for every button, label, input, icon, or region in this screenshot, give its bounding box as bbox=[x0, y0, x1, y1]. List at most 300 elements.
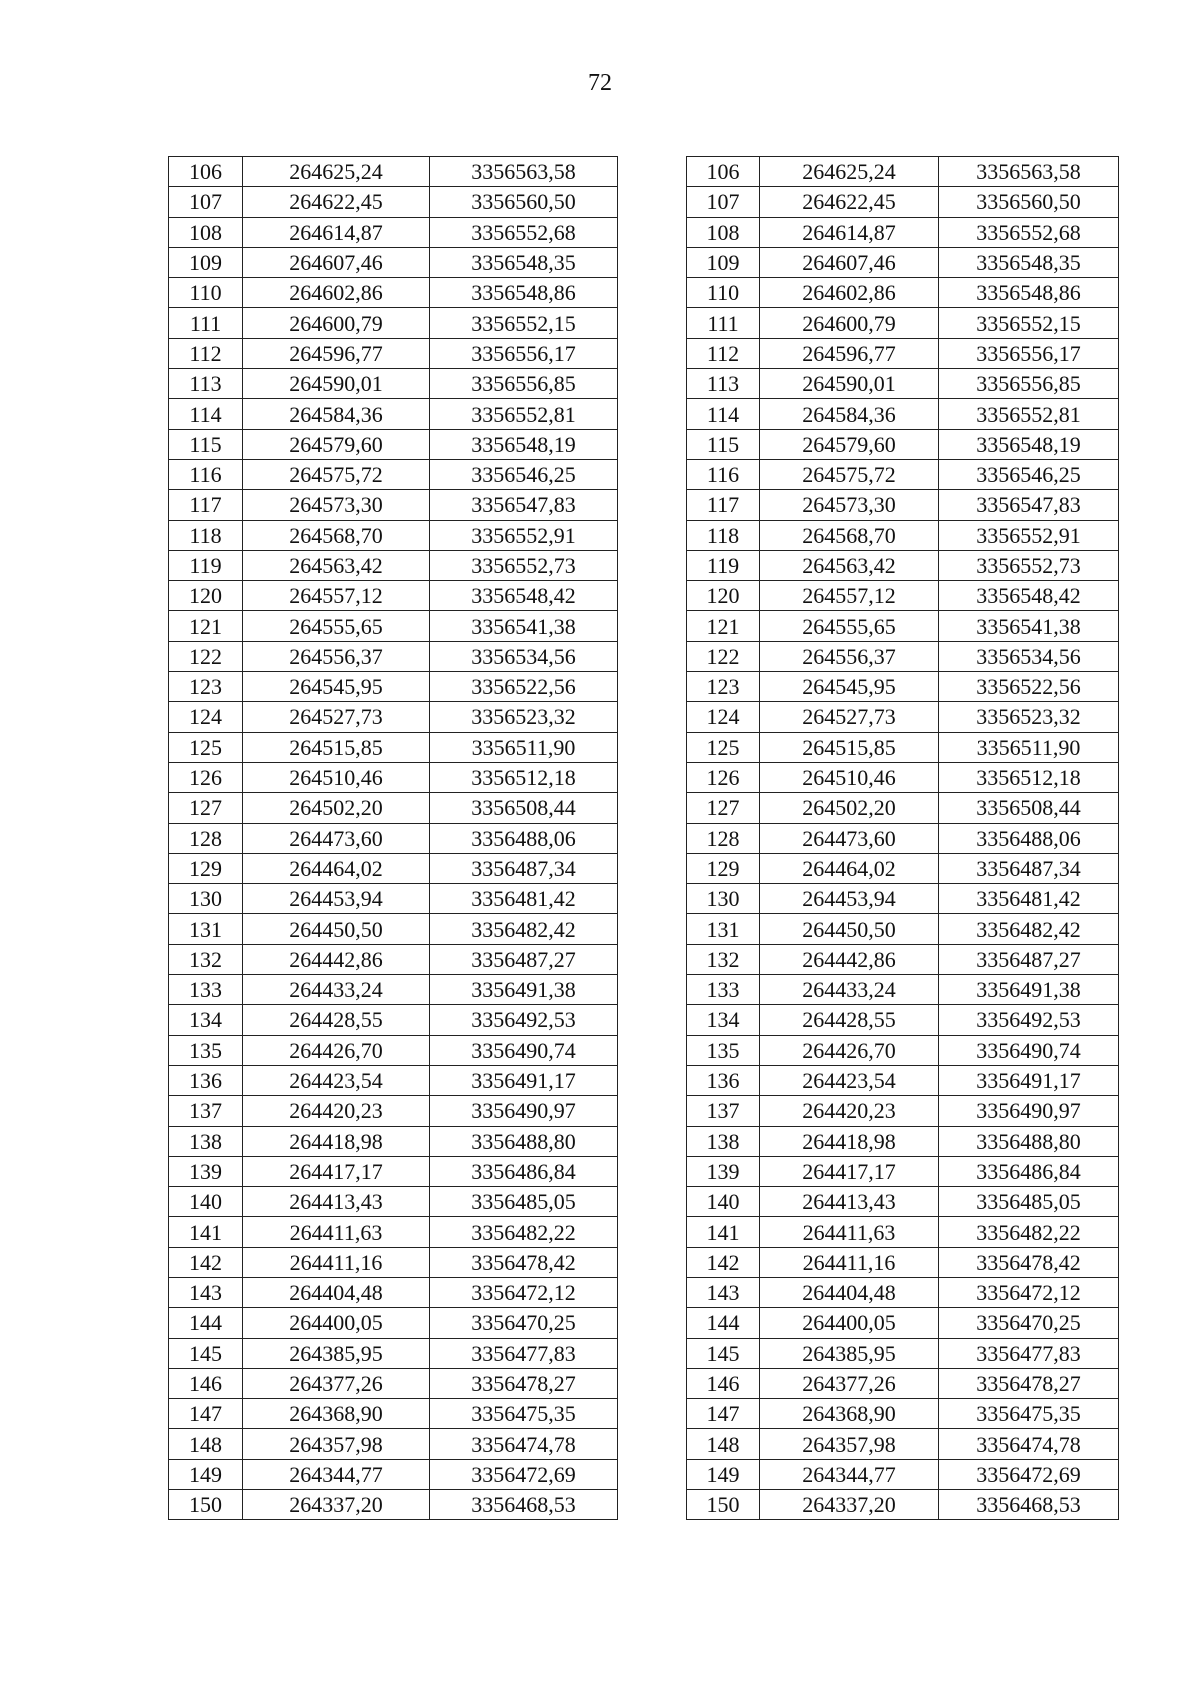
x-coordinate-cell: 264413,43 bbox=[243, 1187, 430, 1217]
y-coordinate-cell: 3356468,53 bbox=[430, 1490, 618, 1520]
point-number-cell: 118 bbox=[687, 520, 760, 550]
point-number-cell: 139 bbox=[687, 1156, 760, 1186]
x-coordinate-cell: 264411,63 bbox=[243, 1217, 430, 1247]
point-number-cell: 148 bbox=[169, 1429, 243, 1459]
table-row bbox=[169, 1065, 618, 1095]
point-number-cell: 150 bbox=[687, 1490, 760, 1520]
table-row bbox=[687, 853, 1119, 883]
table-row bbox=[169, 1005, 618, 1035]
x-coordinate-cell: 264579,60 bbox=[760, 429, 939, 459]
table-row bbox=[687, 1308, 1119, 1338]
y-coordinate-cell: 3356508,44 bbox=[939, 793, 1119, 823]
y-coordinate-cell: 3356547,83 bbox=[939, 490, 1119, 520]
x-coordinate-cell: 264590,01 bbox=[243, 369, 430, 399]
x-coordinate-cell: 264368,90 bbox=[243, 1399, 430, 1429]
x-coordinate-cell: 264464,02 bbox=[243, 853, 430, 883]
point-number-cell: 127 bbox=[687, 793, 760, 823]
table-row bbox=[169, 1247, 618, 1277]
x-coordinate-cell: 264596,77 bbox=[760, 338, 939, 368]
table-row bbox=[687, 247, 1119, 277]
y-coordinate-cell: 3356482,42 bbox=[430, 914, 618, 944]
x-coordinate-cell: 264614,87 bbox=[243, 217, 430, 247]
x-coordinate-cell: 264515,85 bbox=[760, 732, 939, 762]
point-number-cell: 114 bbox=[687, 399, 760, 429]
y-coordinate-cell: 3356490,97 bbox=[939, 1096, 1119, 1126]
point-number-cell: 109 bbox=[169, 247, 243, 277]
y-coordinate-cell: 3356487,34 bbox=[939, 853, 1119, 883]
y-coordinate-cell: 3356547,83 bbox=[430, 490, 618, 520]
table-row bbox=[169, 369, 618, 399]
x-coordinate-cell: 264400,05 bbox=[243, 1308, 430, 1338]
table-row bbox=[169, 975, 618, 1005]
x-coordinate-cell: 264426,70 bbox=[760, 1035, 939, 1065]
y-coordinate-cell: 3356468,53 bbox=[939, 1490, 1119, 1520]
y-coordinate-cell: 3356548,42 bbox=[430, 581, 618, 611]
x-coordinate-cell: 264527,73 bbox=[243, 702, 430, 732]
table-row bbox=[169, 247, 618, 277]
point-number-cell: 108 bbox=[687, 217, 760, 247]
coordinates-table-left bbox=[168, 156, 618, 1520]
x-coordinate-cell: 264515,85 bbox=[243, 732, 430, 762]
y-coordinate-cell: 3356470,25 bbox=[430, 1308, 618, 1338]
x-coordinate-cell: 264545,95 bbox=[760, 672, 939, 702]
x-coordinate-cell: 264411,63 bbox=[760, 1217, 939, 1247]
table-row bbox=[687, 611, 1119, 641]
point-number-cell: 142 bbox=[169, 1247, 243, 1277]
point-number-cell: 132 bbox=[687, 944, 760, 974]
x-coordinate-cell: 264555,65 bbox=[760, 611, 939, 641]
y-coordinate-cell: 3356511,90 bbox=[939, 732, 1119, 762]
point-number-cell: 132 bbox=[169, 944, 243, 974]
table-row bbox=[169, 1217, 618, 1247]
table-row bbox=[169, 1096, 618, 1126]
y-coordinate-cell: 3356563,58 bbox=[430, 157, 618, 187]
point-number-cell: 143 bbox=[169, 1277, 243, 1307]
point-number-cell: 146 bbox=[169, 1368, 243, 1398]
y-coordinate-cell: 3356548,19 bbox=[939, 429, 1119, 459]
point-number-cell: 146 bbox=[687, 1368, 760, 1398]
x-coordinate-cell: 264575,72 bbox=[760, 459, 939, 489]
point-number-cell: 107 bbox=[169, 187, 243, 217]
y-coordinate-cell: 3356552,91 bbox=[939, 520, 1119, 550]
table-row bbox=[169, 581, 618, 611]
table-row bbox=[687, 914, 1119, 944]
table-row bbox=[687, 1277, 1119, 1307]
x-coordinate-cell: 264450,50 bbox=[243, 914, 430, 944]
table-row bbox=[687, 1338, 1119, 1368]
table-row bbox=[169, 944, 618, 974]
x-coordinate-cell: 264510,46 bbox=[760, 762, 939, 792]
x-coordinate-cell: 264622,45 bbox=[760, 187, 939, 217]
table-row bbox=[169, 1490, 618, 1520]
x-coordinate-cell: 264614,87 bbox=[760, 217, 939, 247]
point-number-cell: 138 bbox=[169, 1126, 243, 1156]
x-coordinate-cell: 264368,90 bbox=[760, 1399, 939, 1429]
y-coordinate-cell: 3356492,53 bbox=[430, 1005, 618, 1035]
x-coordinate-cell: 264568,70 bbox=[760, 520, 939, 550]
x-coordinate-cell: 264433,24 bbox=[243, 975, 430, 1005]
table-row bbox=[169, 1368, 618, 1398]
y-coordinate-cell: 3356475,35 bbox=[430, 1399, 618, 1429]
y-coordinate-cell: 3356560,50 bbox=[939, 187, 1119, 217]
table-row bbox=[687, 490, 1119, 520]
point-number-cell: 124 bbox=[687, 702, 760, 732]
x-coordinate-cell: 264404,48 bbox=[243, 1277, 430, 1307]
y-coordinate-cell: 3356478,27 bbox=[939, 1368, 1119, 1398]
x-coordinate-cell: 264411,16 bbox=[243, 1247, 430, 1277]
y-coordinate-cell: 3356556,85 bbox=[430, 369, 618, 399]
point-number-cell: 149 bbox=[687, 1459, 760, 1489]
y-coordinate-cell: 3356490,97 bbox=[430, 1096, 618, 1126]
x-coordinate-cell: 264420,23 bbox=[243, 1096, 430, 1126]
y-coordinate-cell: 3356491,38 bbox=[430, 975, 618, 1005]
point-number-cell: 144 bbox=[169, 1308, 243, 1338]
table-row bbox=[169, 914, 618, 944]
table-row bbox=[169, 762, 618, 792]
table-row bbox=[687, 157, 1119, 187]
y-coordinate-cell: 3356488,06 bbox=[939, 823, 1119, 853]
point-number-cell: 114 bbox=[169, 399, 243, 429]
table-row bbox=[169, 1338, 618, 1368]
y-coordinate-cell: 3356475,35 bbox=[939, 1399, 1119, 1429]
y-coordinate-cell: 3356472,12 bbox=[939, 1277, 1119, 1307]
table-row bbox=[169, 338, 618, 368]
x-coordinate-cell: 264584,36 bbox=[243, 399, 430, 429]
y-coordinate-cell: 3356477,83 bbox=[430, 1338, 618, 1368]
table-row bbox=[687, 1247, 1119, 1277]
point-number-cell: 108 bbox=[169, 217, 243, 247]
table-row bbox=[687, 429, 1119, 459]
point-number-cell: 112 bbox=[169, 338, 243, 368]
y-coordinate-cell: 3356478,42 bbox=[939, 1247, 1119, 1277]
y-coordinate-cell: 3356548,86 bbox=[939, 278, 1119, 308]
point-number-cell: 141 bbox=[687, 1217, 760, 1247]
x-coordinate-cell: 264556,37 bbox=[243, 641, 430, 671]
point-number-cell: 110 bbox=[687, 278, 760, 308]
x-coordinate-cell: 264622,45 bbox=[243, 187, 430, 217]
point-number-cell: 119 bbox=[687, 550, 760, 580]
y-coordinate-cell: 3356548,19 bbox=[430, 429, 618, 459]
x-coordinate-cell: 264418,98 bbox=[243, 1126, 430, 1156]
table-row bbox=[687, 278, 1119, 308]
table-row bbox=[687, 1429, 1119, 1459]
y-coordinate-cell: 3356481,42 bbox=[939, 884, 1119, 914]
x-coordinate-cell: 264453,94 bbox=[760, 884, 939, 914]
point-number-cell: 128 bbox=[169, 823, 243, 853]
table-row bbox=[169, 490, 618, 520]
table-row bbox=[169, 429, 618, 459]
x-coordinate-cell: 264337,20 bbox=[760, 1490, 939, 1520]
table-row bbox=[169, 672, 618, 702]
point-number-cell: 134 bbox=[169, 1005, 243, 1035]
y-coordinate-cell: 3356548,42 bbox=[939, 581, 1119, 611]
point-number-cell: 147 bbox=[169, 1399, 243, 1429]
x-coordinate-cell: 264404,48 bbox=[760, 1277, 939, 1307]
table-row bbox=[169, 217, 618, 247]
x-coordinate-cell: 264417,17 bbox=[760, 1156, 939, 1186]
point-number-cell: 128 bbox=[687, 823, 760, 853]
y-coordinate-cell: 3356485,05 bbox=[939, 1187, 1119, 1217]
x-coordinate-cell: 264600,79 bbox=[243, 308, 430, 338]
table-row bbox=[687, 702, 1119, 732]
coordinates-table-right-body bbox=[687, 157, 1119, 1520]
table-row bbox=[687, 823, 1119, 853]
table-row bbox=[687, 1035, 1119, 1065]
point-number-cell: 145 bbox=[687, 1338, 760, 1368]
table-row bbox=[169, 1308, 618, 1338]
x-coordinate-cell: 264464,02 bbox=[760, 853, 939, 883]
point-number-cell: 125 bbox=[687, 732, 760, 762]
point-number-cell: 125 bbox=[169, 732, 243, 762]
table-row bbox=[687, 308, 1119, 338]
page-number: 72 bbox=[588, 70, 612, 96]
x-coordinate-cell: 264563,42 bbox=[760, 550, 939, 580]
y-coordinate-cell: 3356560,50 bbox=[430, 187, 618, 217]
x-coordinate-cell: 264420,23 bbox=[760, 1096, 939, 1126]
point-number-cell: 106 bbox=[169, 157, 243, 187]
y-coordinate-cell: 3356472,69 bbox=[430, 1459, 618, 1489]
x-coordinate-cell: 264584,36 bbox=[760, 399, 939, 429]
x-coordinate-cell: 264563,42 bbox=[243, 550, 430, 580]
y-coordinate-cell: 3356534,56 bbox=[939, 641, 1119, 671]
x-coordinate-cell: 264344,77 bbox=[760, 1459, 939, 1489]
x-coordinate-cell: 264357,98 bbox=[760, 1429, 939, 1459]
point-number-cell: 115 bbox=[687, 429, 760, 459]
y-coordinate-cell: 3356474,78 bbox=[430, 1429, 618, 1459]
y-coordinate-cell: 3356512,18 bbox=[939, 762, 1119, 792]
y-coordinate-cell: 3356556,17 bbox=[939, 338, 1119, 368]
y-coordinate-cell: 3356487,27 bbox=[939, 944, 1119, 974]
point-number-cell: 136 bbox=[169, 1065, 243, 1095]
point-number-cell: 120 bbox=[687, 581, 760, 611]
table-row bbox=[169, 1187, 618, 1217]
table-row bbox=[687, 187, 1119, 217]
point-number-cell: 116 bbox=[687, 459, 760, 489]
point-number-cell: 144 bbox=[687, 1308, 760, 1338]
x-coordinate-cell: 264473,60 bbox=[760, 823, 939, 853]
y-coordinate-cell: 3356472,12 bbox=[430, 1277, 618, 1307]
x-coordinate-cell: 264607,46 bbox=[243, 247, 430, 277]
x-coordinate-cell: 264527,73 bbox=[760, 702, 939, 732]
point-number-cell: 134 bbox=[687, 1005, 760, 1035]
point-number-cell: 119 bbox=[169, 550, 243, 580]
y-coordinate-cell: 3356486,84 bbox=[939, 1156, 1119, 1186]
x-coordinate-cell: 264545,95 bbox=[243, 672, 430, 702]
y-coordinate-cell: 3356478,42 bbox=[430, 1247, 618, 1277]
x-coordinate-cell: 264433,24 bbox=[760, 975, 939, 1005]
table-row bbox=[687, 1368, 1119, 1398]
point-number-cell: 117 bbox=[687, 490, 760, 520]
point-number-cell: 123 bbox=[687, 672, 760, 702]
table-row bbox=[169, 884, 618, 914]
x-coordinate-cell: 264557,12 bbox=[760, 581, 939, 611]
y-coordinate-cell: 3356541,38 bbox=[939, 611, 1119, 641]
y-coordinate-cell: 3356552,73 bbox=[939, 550, 1119, 580]
y-coordinate-cell: 3356492,53 bbox=[939, 1005, 1119, 1035]
x-coordinate-cell: 264385,95 bbox=[760, 1338, 939, 1368]
x-coordinate-cell: 264377,26 bbox=[760, 1368, 939, 1398]
y-coordinate-cell: 3356491,17 bbox=[939, 1065, 1119, 1095]
table-row bbox=[169, 853, 618, 883]
point-number-cell: 129 bbox=[687, 853, 760, 883]
y-coordinate-cell: 3356552,15 bbox=[939, 308, 1119, 338]
x-coordinate-cell: 264453,94 bbox=[243, 884, 430, 914]
point-number-cell: 130 bbox=[169, 884, 243, 914]
point-number-cell: 149 bbox=[169, 1459, 243, 1489]
x-coordinate-cell: 264556,37 bbox=[760, 641, 939, 671]
x-coordinate-cell: 264344,77 bbox=[243, 1459, 430, 1489]
y-coordinate-cell: 3356478,27 bbox=[430, 1368, 618, 1398]
y-coordinate-cell: 3356548,35 bbox=[939, 247, 1119, 277]
table-row bbox=[687, 884, 1119, 914]
table-row bbox=[169, 399, 618, 429]
table-row bbox=[169, 1399, 618, 1429]
y-coordinate-cell: 3356548,35 bbox=[430, 247, 618, 277]
x-coordinate-cell: 264579,60 bbox=[243, 429, 430, 459]
table-row bbox=[687, 217, 1119, 247]
point-number-cell: 121 bbox=[169, 611, 243, 641]
y-coordinate-cell: 3356474,78 bbox=[939, 1429, 1119, 1459]
x-coordinate-cell: 264590,01 bbox=[760, 369, 939, 399]
x-coordinate-cell: 264426,70 bbox=[243, 1035, 430, 1065]
x-coordinate-cell: 264600,79 bbox=[760, 308, 939, 338]
point-number-cell: 111 bbox=[169, 308, 243, 338]
y-coordinate-cell: 3356546,25 bbox=[430, 459, 618, 489]
table-row bbox=[687, 732, 1119, 762]
y-coordinate-cell: 3356552,68 bbox=[939, 217, 1119, 247]
x-coordinate-cell: 264423,54 bbox=[243, 1065, 430, 1095]
x-coordinate-cell: 264502,20 bbox=[243, 793, 430, 823]
point-number-cell: 118 bbox=[169, 520, 243, 550]
table-row bbox=[169, 187, 618, 217]
point-number-cell: 133 bbox=[687, 975, 760, 1005]
y-coordinate-cell: 3356472,69 bbox=[939, 1459, 1119, 1489]
y-coordinate-cell: 3356485,05 bbox=[430, 1187, 618, 1217]
point-number-cell: 122 bbox=[169, 641, 243, 671]
table-row bbox=[687, 1156, 1119, 1186]
table-row bbox=[687, 1096, 1119, 1126]
y-coordinate-cell: 3356487,27 bbox=[430, 944, 618, 974]
table-row bbox=[687, 1126, 1119, 1156]
x-coordinate-cell: 264450,50 bbox=[760, 914, 939, 944]
point-number-cell: 140 bbox=[169, 1187, 243, 1217]
point-number-cell: 135 bbox=[687, 1035, 760, 1065]
x-coordinate-cell: 264557,12 bbox=[243, 581, 430, 611]
point-number-cell: 106 bbox=[687, 157, 760, 187]
point-number-cell: 126 bbox=[169, 762, 243, 792]
y-coordinate-cell: 3356541,38 bbox=[430, 611, 618, 641]
point-number-cell: 130 bbox=[687, 884, 760, 914]
table-row bbox=[687, 581, 1119, 611]
table-row bbox=[169, 550, 618, 580]
point-number-cell: 121 bbox=[687, 611, 760, 641]
y-coordinate-cell: 3356563,58 bbox=[939, 157, 1119, 187]
point-number-cell: 133 bbox=[169, 975, 243, 1005]
table-row bbox=[687, 975, 1119, 1005]
point-number-cell: 110 bbox=[169, 278, 243, 308]
point-number-cell: 131 bbox=[169, 914, 243, 944]
point-number-cell: 120 bbox=[169, 581, 243, 611]
y-coordinate-cell: 3356552,68 bbox=[430, 217, 618, 247]
x-coordinate-cell: 264413,43 bbox=[760, 1187, 939, 1217]
table-row bbox=[687, 399, 1119, 429]
x-coordinate-cell: 264385,95 bbox=[243, 1338, 430, 1368]
point-number-cell: 127 bbox=[169, 793, 243, 823]
y-coordinate-cell: 3356490,74 bbox=[939, 1035, 1119, 1065]
table-row bbox=[169, 1459, 618, 1489]
x-coordinate-cell: 264555,65 bbox=[243, 611, 430, 641]
point-number-cell: 126 bbox=[687, 762, 760, 792]
table-row bbox=[687, 762, 1119, 792]
table-row bbox=[169, 823, 618, 853]
point-number-cell: 111 bbox=[687, 308, 760, 338]
table-row bbox=[687, 1005, 1119, 1035]
x-coordinate-cell: 264357,98 bbox=[243, 1429, 430, 1459]
y-coordinate-cell: 3356548,86 bbox=[430, 278, 618, 308]
table-row bbox=[687, 550, 1119, 580]
y-coordinate-cell: 3356522,56 bbox=[939, 672, 1119, 702]
table-row bbox=[169, 1156, 618, 1186]
x-coordinate-cell: 264502,20 bbox=[760, 793, 939, 823]
point-number-cell: 140 bbox=[687, 1187, 760, 1217]
table-row bbox=[687, 1217, 1119, 1247]
x-coordinate-cell: 264417,17 bbox=[243, 1156, 430, 1186]
y-coordinate-cell: 3356486,84 bbox=[430, 1156, 618, 1186]
y-coordinate-cell: 3356470,25 bbox=[939, 1308, 1119, 1338]
y-coordinate-cell: 3356481,42 bbox=[430, 884, 618, 914]
table-row bbox=[169, 278, 618, 308]
y-coordinate-cell: 3356477,83 bbox=[939, 1338, 1119, 1368]
point-number-cell: 113 bbox=[687, 369, 760, 399]
coordinates-table-left-body bbox=[169, 157, 618, 1520]
point-number-cell: 147 bbox=[687, 1399, 760, 1429]
table-row bbox=[169, 1035, 618, 1065]
point-number-cell: 116 bbox=[169, 459, 243, 489]
x-coordinate-cell: 264473,60 bbox=[243, 823, 430, 853]
coordinates-table-right bbox=[686, 156, 1119, 1520]
table-row bbox=[169, 459, 618, 489]
point-number-cell: 117 bbox=[169, 490, 243, 520]
table-row bbox=[687, 793, 1119, 823]
table-row bbox=[169, 1126, 618, 1156]
point-number-cell: 129 bbox=[169, 853, 243, 883]
y-coordinate-cell: 3356522,56 bbox=[430, 672, 618, 702]
point-number-cell: 113 bbox=[169, 369, 243, 399]
y-coordinate-cell: 3356523,32 bbox=[430, 702, 618, 732]
point-number-cell: 143 bbox=[687, 1277, 760, 1307]
x-coordinate-cell: 264573,30 bbox=[760, 490, 939, 520]
y-coordinate-cell: 3356488,06 bbox=[430, 823, 618, 853]
x-coordinate-cell: 264602,86 bbox=[243, 278, 430, 308]
point-number-cell: 115 bbox=[169, 429, 243, 459]
table-row bbox=[169, 1429, 618, 1459]
x-coordinate-cell: 264625,24 bbox=[243, 157, 430, 187]
x-coordinate-cell: 264428,55 bbox=[760, 1005, 939, 1035]
table-row bbox=[687, 641, 1119, 671]
table-row bbox=[687, 1399, 1119, 1429]
x-coordinate-cell: 264568,70 bbox=[243, 520, 430, 550]
y-coordinate-cell: 3356512,18 bbox=[430, 762, 618, 792]
x-coordinate-cell: 264400,05 bbox=[760, 1308, 939, 1338]
y-coordinate-cell: 3356488,80 bbox=[939, 1126, 1119, 1156]
point-number-cell: 150 bbox=[169, 1490, 243, 1520]
y-coordinate-cell: 3356482,22 bbox=[430, 1217, 618, 1247]
table-row bbox=[169, 157, 618, 187]
point-number-cell: 145 bbox=[169, 1338, 243, 1368]
y-coordinate-cell: 3356482,42 bbox=[939, 914, 1119, 944]
table-row bbox=[169, 611, 618, 641]
y-coordinate-cell: 3356491,17 bbox=[430, 1065, 618, 1095]
